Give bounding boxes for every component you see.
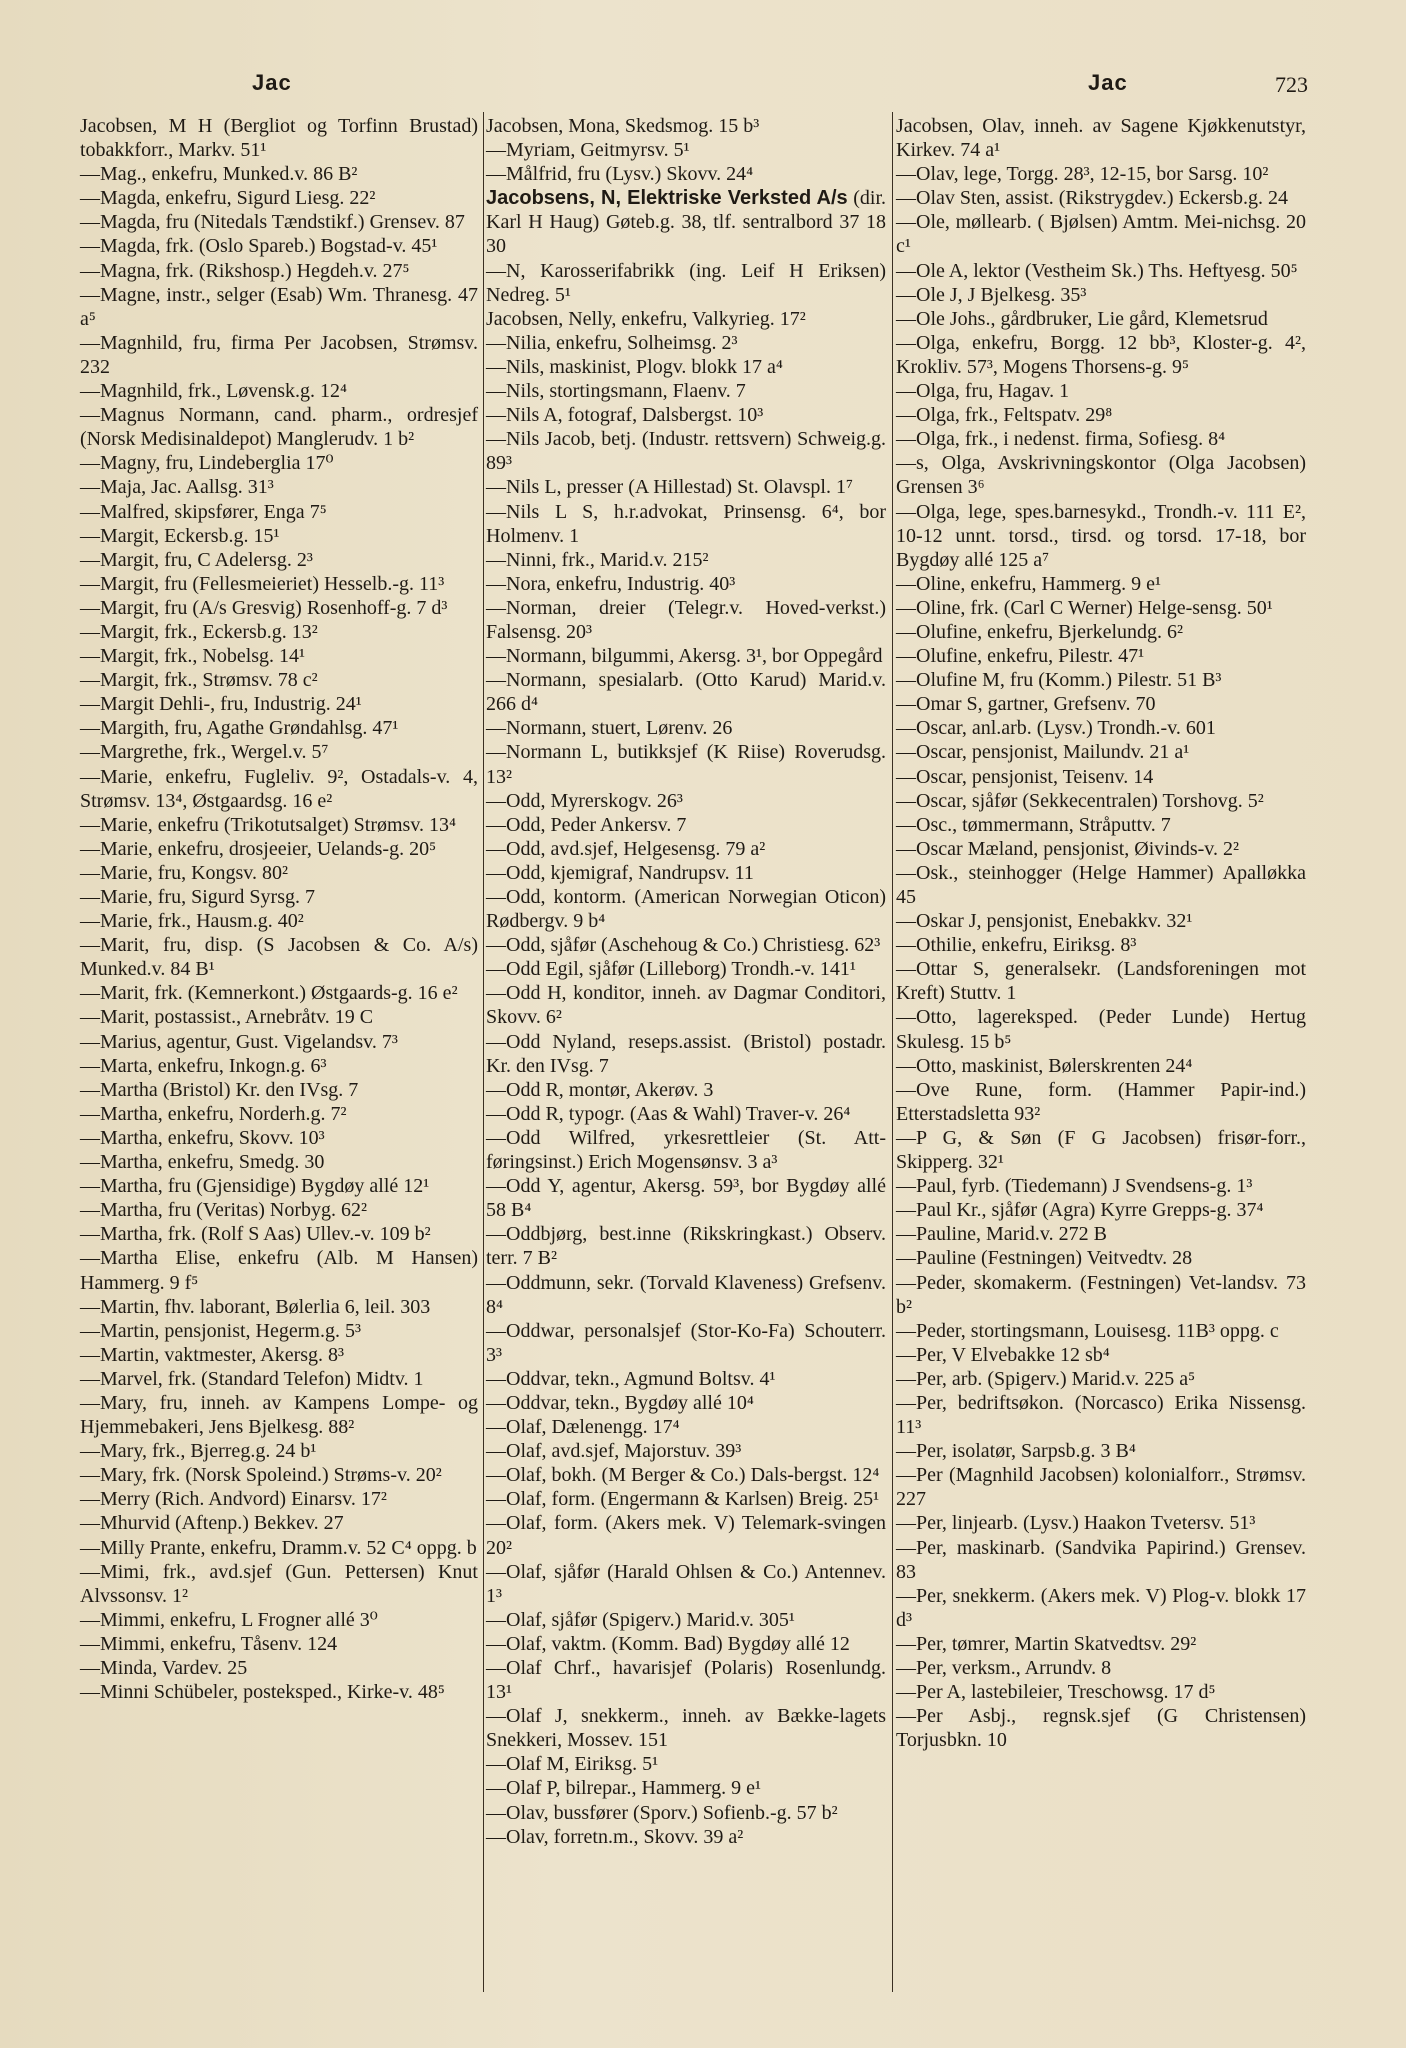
directory-entry: —Oscar, pensjonist, Mailundv. 21 a¹ (896, 741, 1190, 764)
directory-entry: —Odd, kjemigraf, Nandrupsv. 11 (486, 861, 754, 884)
directory-entry: —Margit, frk., Nobelsg. 14¹ (80, 645, 306, 668)
directory-entry: —Odd R, montør, Akerøv. 3 (486, 1078, 714, 1101)
directory-entry: —Magnus Normann, cand. pharm., ordresjef (Norsk Medisinaldepot) Manglerudv. 1 b² (80, 404, 478, 451)
directory-entry: —Marie, fru, Kongsv. 80² (80, 861, 288, 884)
directory-entry: —Per, arb. (Spigerv.) Marid.v. 225 a⁵ (896, 1367, 1196, 1390)
directory-entry: —Oddwar, personalsjef (Stor-Ko-Fa) Schouterr. 3³ (486, 1319, 886, 1366)
directory-entry: —s, Olga, Avskrivningskontor (Olga Jacobsen) Grensen 3⁶ (896, 452, 1306, 499)
directory-entry: —Olav, lege, Torgg. 28³, 12-15, bor Sarsg. 10² (896, 163, 1269, 186)
directory-entry: —Olaf J, snekkerm., inneh. av Bække-lagets Snekkeri, Mossev. 151 (486, 1705, 886, 1752)
directory-entry: Jacobsen, Mona, Skedsmog. 15 b³ (486, 115, 760, 137)
directory-entry: —Per A, lastebileier, Treschowsg. 17 d⁵ (896, 1681, 1216, 1704)
directory-entry: —Normann, bilgummi, Akersg. 3¹, bor Oppegård (486, 645, 883, 668)
directory-entry: —Normann L, butikksjef (K Riise) Roverudsg. 13² (486, 741, 886, 788)
directory-entry: —Mary, frk. (Norsk Spoleind.) Strøms-v. 20² (80, 1464, 442, 1487)
directory-entry: —Paul Kr., sjåfør (Agra) Kyrre Grepps-g. 37⁴ (896, 1199, 1264, 1222)
directory-entry: —Odd Wilfred, yrkesrettleier (St. Att-føringsinst.) Erich Mogensønsv. 3 a³ (486, 1126, 886, 1174)
directory-entry: —Oddvar, tekn., Agmund Boltsv. 4¹ (486, 1367, 776, 1390)
directory-entry: —Olufine M, fru (Komm.) Pilestr. 51 B³ (896, 669, 1222, 692)
directory-entry: —Mary, fru, inneh. av Kampens Lompe- og Hjemmebakeri, Jens Bjelkesg. 88² (80, 1391, 478, 1439)
directory-entry: —Magny, fru, Lindeberglia 17⁰ (80, 452, 334, 475)
directory-entry: —Myriam, Geitmyrsv. 5¹ (486, 139, 690, 162)
directory-entry: —Pauline, Marid.v. 272 B (896, 1223, 1107, 1246)
directory-entry: —Olga, frk., Feltspatv. 29⁸ (896, 404, 1113, 427)
directory-entry: —Marie, enkefru, Fugleliv. 9², Ostadals-v. 4, Strømsv. 13⁴, Østgaardsg. 16 e² (80, 765, 478, 812)
directory-entry: —Ole Johs., gårdbruker, Lie gård, Klemetsrud (896, 307, 1268, 330)
directory-entry: —Marit, frk. (Kemnerkont.) Østgaards-g. 16 e² (80, 982, 458, 1005)
directory-entry: —Ninni, frk., Marid.v. 215² (486, 548, 709, 571)
directory-entry: —Margit, fru (A/s Gresvig) Rosenhoff-g. 7 d³ (80, 596, 448, 619)
directory-entry: —Margit, fru (Fellesmeieriet) Hesselb.-g. 11³ (80, 572, 445, 595)
directory-entry: —Ole, møllearb. ( Bjølsen) Amtm. Mei-nichsg. 20 c¹ (896, 211, 1306, 258)
directory-entry: —Odd H, konditor, inneh. av Dagmar Conditori, Skovv. 6² (486, 982, 886, 1029)
directory-entry: —Nils A, fotograf, Dalsbergst. 10³ (486, 404, 764, 427)
directory-entry: —Nora, enkefru, Industrig. 40³ (486, 572, 736, 595)
directory-entry: —Martha, fru (Veritas) Norbyg. 62² (80, 1199, 368, 1222)
directory-entry: —Martha, enkefru, Skovv. 10³ (80, 1126, 325, 1149)
directory-entry: —Odd, kontorm. (American Norwegian Oticon) Rødbergv. 9 b⁴ (486, 886, 886, 933)
directory-entry: —Per, tømrer, Martin Skatvedtsv. 29² (896, 1632, 1197, 1655)
directory-entry: —Odd Egil, sjåfør (Lilleborg) Trondh.-v. 141¹ (486, 958, 856, 981)
directory-entry: —Magne, instr., selger (Esab) Wm. Thranesg. 47 a⁵ (80, 283, 478, 330)
directory-entry: —Omar S, gartner, Grefsenv. 70 (896, 693, 1156, 716)
directory-entry: —Per Asbj., regnsk.sjef (G Christensen) Torjusbkn. 10 (896, 1705, 1306, 1752)
directory-entry: —Marvel, frk. (Standard Telefon) Midtv. 1 (80, 1367, 424, 1390)
directory-entry: —Olga, frk., i nedenst. firma, Sofiesg. 8⁴ (896, 428, 1226, 451)
directory-entry: —Marit, postassist., Arnebråtv. 19 C (80, 1006, 374, 1029)
directory-entry: —Normann, stuert, Lørenv. 26 (486, 717, 733, 740)
directory-entry: —Per, isolatør, Sarpsb.g. 3 B⁴ (896, 1440, 1136, 1463)
directory-entry: —Per, V Elvebakke 12 sb⁴ (896, 1343, 1110, 1366)
directory-entry: —Olaf, form. (Akers mek. V) Telemark-svingen 20² (486, 1512, 886, 1559)
directory-entry: —Mimi, frk., avd.sjef (Gun. Pettersen) Knut Alvssonsv. 1² (80, 1560, 478, 1607)
directory-entry: —Margit, Eckersb.g. 15¹ (80, 524, 280, 547)
directory-entry: —Per, verksm., Arrundv. 8 (896, 1657, 1112, 1679)
directory-entry: —Minda, Vardev. 25 (80, 1657, 248, 1679)
directory-entry: —Ove Rune, form. (Hammer Papir-ind.) Etterstadsletta 93² (896, 1078, 1306, 1125)
directory-entry: —Olufine, enkefru, Bjerkelundg. 6² (896, 620, 1184, 643)
directory-entry: —Odd R, typogr. (Aas & Wahl) Traver-v. 26⁴ (486, 1102, 851, 1125)
directory-entry: —Oddbjørg, best.inne (Rikskringkast.) Observ. terr. 7 B² (486, 1223, 886, 1270)
directory-entry: —Olaf, sjåfør (Harald Ohlsen & Co.) Antennev. 1³ (486, 1560, 886, 1607)
directory-entry: —Per, bedriftsøkon. (Norcasco) Erika Nissensg. 11³ (896, 1391, 1306, 1439)
directory-entry: —Martha Elise, enkefru (Alb. M Hansen) Hammerg. 9 f⁵ (80, 1247, 478, 1294)
directory-entry: —Minni Schübeler, posteksped., Kirke-v. 48⁵ (80, 1681, 445, 1704)
directory-entry: —Margrethe, frk., Wergel.v. 5⁷ (80, 741, 329, 764)
directory-entry: —Olaf, vaktm. (Komm. Bad) Bygdøy allé 12 (486, 1632, 850, 1655)
directory-entry: —Malfred, skipsfører, Enga 7⁵ (80, 500, 327, 523)
directory-entry: —Maja, Jac. Aallsg. 31³ (80, 476, 274, 499)
directory-entry: —Osc., tømmermann, Stråputtv. 7 (896, 813, 1171, 836)
directory-entry: —Martha, enkefru, Smedg. 30 (80, 1151, 325, 1174)
directory-entry: —Odd Nyland, reseps.assist. (Bristol) postadr. Kr. den IVsg. 7 (486, 1030, 886, 1077)
directory-entry: —Olga, enkefru, Borgg. 12 bb³, Kloster-g. 4², Krokliv. 57³, Mogens Thorsens-g. 9⁵ (896, 331, 1306, 378)
directory-entry: —Olaf, avd.sjef, Majorstuv. 39³ (486, 1440, 742, 1463)
directory-entry: —Margith, fru, Agathe Grøndahlsg. 47¹ (80, 717, 399, 740)
column-1 (80, 114, 478, 1704)
directory-entry: —Marta, enkefru, Inkogn.g. 6³ (80, 1054, 327, 1077)
directory-entry: —Oline, frk. (Carl C Werner) Helge-sensg. 50¹ (896, 596, 1273, 619)
directory-entry: —Pauline (Festningen) Veitvedtv. 28 (896, 1247, 1193, 1270)
directory-entry: —Mimmi, enkefru, Tåsenv. 124 (80, 1632, 338, 1655)
directory-entry: —Odd, avd.sjef, Helgesensg. 79 a² (486, 837, 766, 860)
directory-entry: —Oskar J, pensjonist, Enebakkv. 32¹ (896, 910, 1193, 933)
directory-entry: —Paul, fyrb. (Tiedemann) J Svendsens-g. 1³ (896, 1175, 1253, 1198)
directory-entry: —Marie, enkefru, drosjeeier, Uelands-g. 20⁵ (80, 837, 437, 860)
page-number: 723 (1275, 72, 1308, 97)
directory-entry: —Olaf P, bilrepar., Hammerg. 9 e¹ (486, 1777, 762, 1800)
directory-entry: Jacobsens, N, Elektriske Verksted A/s (dir. Karl H Haug) Gøteb.g. 38, tlf. sentralbord 37 18 30 (486, 187, 886, 258)
directory-entry: —Olufine, enkefru, Pilestr. 47¹ (896, 645, 1145, 668)
directory-entry: —Margit, fru, C Adelersg. 2³ (80, 548, 313, 571)
directory-entry: —Martha (Bristol) Kr. den IVsg. 7 (80, 1078, 359, 1101)
directory-entry: —Oddmunn, sekr. (Torvald Klaveness) Grefsenv. 8⁴ (486, 1271, 886, 1318)
column-divider (892, 112, 893, 1992)
directory-entry: —Nils, maskinist, Plogv. blokk 17 a⁴ (486, 355, 783, 378)
directory-entry: —Osk., steinhogger (Helge Hammer) Apalløkka 45 (896, 861, 1306, 908)
directory-entry: —Mimmi, enkefru, L Frogner allé 3⁰ (80, 1608, 378, 1631)
directory-entry: —Per (Magnhild Jacobsen) kolonialforr., Strømsv. 227 (896, 1464, 1306, 1511)
directory-entry: —Magda, enkefru, Sigurd Liesg. 22² (80, 187, 376, 210)
directory-entry: —Martin, fhv. laborant, Bølerlia 6, leil. 303 (80, 1295, 431, 1318)
directory-entry: —Margit Dehli-, fru, Industrig. 24¹ (80, 693, 362, 716)
directory-entry: —Oscar, pensjonist, Teisenv. 14 (896, 765, 1154, 788)
directory-entry: —Peder, skomakerm. (Festningen) Vet-landsv. 73 b² (896, 1271, 1306, 1318)
directory-entry: —Marie, enkefru (Trikotutsalget) Strømsv. 13⁴ (80, 813, 456, 836)
directory-entry: —Nils Jacob, betj. (Industr. rettsvern) Schweig.g. 89³ (486, 428, 886, 475)
directory-entry: —Peder, stortingsmann, Louisesg. 11B³ oppg. c (896, 1319, 1279, 1342)
right-header: Jac (1088, 70, 1128, 95)
directory-entry: —Mag., enkefru, Munked.v. 86 B² (80, 163, 358, 186)
directory-entry: —Ole A, lektor (Vestheim Sk.) Ths. Heftyesg. 50⁵ (896, 259, 1298, 282)
directory-entry: —Per, linjearb. (Lysv.) Haakon Tvetersv. 51³ (896, 1512, 1256, 1535)
directory-entry: —Margit, frk., Strømsv. 78 c² (80, 669, 318, 692)
directory-entry: —Olav, bussfører (Sporv.) Sofienb.-g. 57 b² (486, 1801, 838, 1824)
directory-entry: —Olaf, Dælenengg. 17⁴ (486, 1416, 680, 1439)
directory-entry: —Marie, fru, Sigurd Syrsg. 7 (80, 886, 315, 908)
directory-entry: —Norman, dreier (Telegr.v. Hoved-verkst.) Falsensg. 20³ (486, 596, 886, 643)
directory-entry: —Martin, pensjonist, Hegerm.g. 5³ (80, 1319, 361, 1342)
directory-entry: —Olaf, bokh. (M Berger & Co.) Dals-bergst. 12⁴ (486, 1464, 880, 1487)
directory-entry: —Normann, spesialarb. (Otto Karud) Marid.v. 266 d⁴ (486, 669, 886, 716)
directory-entry: —Nils, stortingsmann, Flaenv. 7 (486, 380, 746, 403)
directory-entry: —Olga, lege, spes.barnesykd., Trondh.-v. 111 E², 10-12 unnt. torsd., tirsd. og torsd. 17-18, bor Bygdøy allé 125 a⁷ (896, 500, 1306, 571)
directory-entry: —Magna, frk. (Rikshosp.) Hegdeh.v. 27⁵ (80, 259, 410, 282)
directory-entry: Jacobsen, Nelly, enkefru, Valkyrieg. 17² (486, 307, 806, 330)
directory-entry: —Olav, forretn.m., Skovv. 39 a² (486, 1825, 744, 1848)
directory-entry: —Oscar, sjåfør (Sekkecentralen) Torshovg. 5² (896, 789, 1264, 812)
directory-entry: —Olga, fru, Hagav. 1 (896, 380, 1070, 403)
directory-entry: —Merry (Rich. Andvord) Einarsv. 17² (80, 1488, 387, 1511)
directory-entry: —Per, snekkerm. (Akers mek. V) Plog-v. blokk 17 d³ (896, 1584, 1306, 1631)
directory-entry: —Martha, frk. (Rolf S Aas) Ullev.-v. 109 b² (80, 1223, 431, 1246)
directory-entry: —Othilie, enkefru, Eiriksg. 8³ (896, 934, 1137, 957)
directory-entry: —Oscar, anl.arb. (Lysv.) Trondh.-v. 601 (896, 717, 1216, 740)
directory-entry: —Otto, lagereksped. (Peder Lunde) Hertug Skulesg. 15 b⁵ (896, 1006, 1306, 1053)
left-header: Jac (252, 70, 292, 95)
directory-entry: —Per, maskinarb. (Sandvika Papirind.) Grensev. 83 (896, 1536, 1306, 1583)
directory-entry: —Magda, frk. (Oslo Spareb.) Bogstad-v. 45¹ (80, 235, 438, 258)
directory-entry: —Oline, enkefru, Hammerg. 9 e¹ (896, 572, 1161, 595)
directory-entry: —Milly Prante, enkefru, Dramm.v. 52 C⁴ oppg. b (80, 1536, 477, 1559)
directory-entry: —Marius, agentur, Gust. Vigelandsv. 7³ (80, 1030, 398, 1053)
directory-entry: —Olav Sten, assist. (Rikstrygdev.) Eckersb.g. 24 (896, 187, 1288, 210)
directory-entry: —Mhurvid (Aftenp.) Bekkev. 27 (80, 1512, 344, 1535)
directory-entry: —Marie, frk., Hausm.g. 40² (80, 910, 304, 933)
directory-entry: —Mary, frk., Bjerreg.g. 24 b¹ (80, 1440, 317, 1463)
directory-entry: —Olaf, form. (Engermann & Karlsen) Breig. 25¹ (486, 1488, 880, 1511)
directory-entry: —Odd, Peder Ankersv. 7 (486, 813, 687, 836)
directory-entry: Jacobsen, Olav, inneh. av Sagene Kjøkkenutstyr, Kirkev. 74 a¹ (896, 115, 1306, 162)
column-3 (896, 114, 1306, 1752)
directory-entry: —Oscar Mæland, pensjonist, Øivinds-v. 2² (896, 837, 1240, 860)
directory-entry: —Magda, fru (Nitedals Tændstikf.) Grensev. 87 (80, 211, 465, 234)
directory-entry: —Magnhild, fru, firma Per Jacobsen, Strømsv. 232 (80, 331, 478, 378)
directory-entry: Jacobsen, M H (Bergliot og Torfinn Brustad) tobakkforr., Markv. 51¹ (80, 115, 478, 162)
directory-entry: —Olaf, sjåfør (Spigerv.) Marid.v. 305¹ (486, 1608, 795, 1631)
directory-entry: —Odd Y, agentur, Akersg. 59³, bor Bygdøy allé 58 B⁴ (486, 1175, 886, 1222)
directory-entry: —Odd, sjåfør (Aschehoug & Co.) Christiesg. 62³ (486, 934, 881, 957)
directory-entry: —Nils L S, h.r.advokat, Prinsensg. 6⁴, bor Holmenv. 1 (486, 500, 886, 547)
directory-entry: —Martha, enkefru, Norderh.g. 7² (80, 1102, 347, 1125)
directory-entry: —Nilia, enkefru, Solheimsg. 2³ (486, 331, 738, 354)
directory-entry: —Magnhild, frk., Løvensk.g. 12⁴ (80, 380, 347, 403)
directory-entry: —Oddvar, tekn., Bygdøy allé 10⁴ (486, 1391, 754, 1414)
directory-entry: —Ottar S, generalsekr. (Landsforeningen mot Kreft) Stuttv. 1 (896, 958, 1306, 1005)
directory-entry: —Olaf Chrf., havarisjef (Polaris) Rosenlundg. 13¹ (486, 1657, 886, 1704)
firm-name: Jacobsens, N, Elektriske Verksted A/s (486, 187, 848, 210)
directory-entry: —Ole J, J Bjelkesg. 35³ (896, 283, 1087, 306)
directory-entry: —Odd, Myrerskogv. 26³ (486, 789, 683, 812)
column-2 (486, 114, 886, 1849)
directory-entry: —Nils L, presser (A Hillestad) St. Olavspl. 1⁷ (486, 476, 853, 499)
directory-entry: —N, Karosserifabrikk (ing. Leif H Eriksen) Nedreg. 5¹ (486, 259, 886, 306)
directory-entry: —Martha, fru (Gjensidige) Bygdøy allé 12¹ (80, 1175, 430, 1198)
directory-entry: —Martin, vaktmester, Akersg. 8³ (80, 1343, 345, 1366)
directory-entry: —Marit, fru, disp. (S Jacobsen & Co. A/s) Munked.v. 84 B¹ (80, 934, 478, 981)
directory-entry: —P G, & Søn (F G Jacobsen) frisør-forr., Skipperg. 32¹ (896, 1126, 1306, 1174)
column-divider (483, 112, 484, 1992)
directory-entry: —Målfrid, fru (Lysv.) Skovv. 24⁴ (486, 163, 754, 186)
directory-entry: —Margit, frk., Eckersb.g. 13² (80, 620, 318, 643)
directory-entry: —Olaf M, Eiriksg. 5¹ (486, 1753, 659, 1776)
directory-entry: —Otto, maskinist, Bølerskrenten 24⁴ (896, 1054, 1193, 1077)
